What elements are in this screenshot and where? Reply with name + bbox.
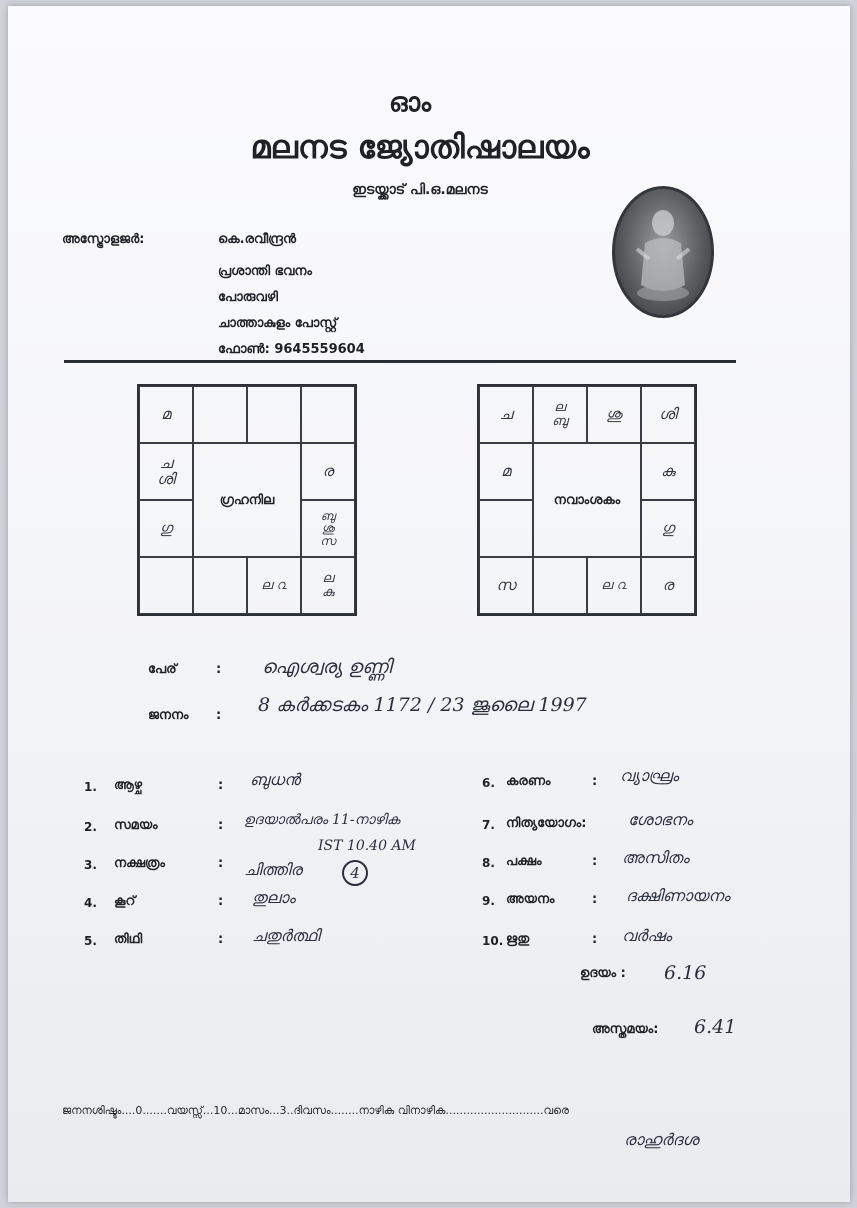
navamsakam-cell: ല ബു <box>533 386 587 443</box>
grahanila-cell <box>247 386 301 443</box>
colon: : <box>592 854 598 869</box>
colon: : <box>216 662 222 677</box>
astrologer-phone: ഫോൺ: 9645559604 <box>218 342 365 357</box>
office-address: ഇടയ്ക്കാട് പി.ഒ.മലനട <box>352 182 488 198</box>
astrologer-post: ചാത്താകുളം പോസ്റ്റ് <box>218 316 338 331</box>
detail-number: 3. <box>84 858 97 872</box>
sunrise-value: 6.16 <box>664 962 707 984</box>
grahanila-cell <box>301 386 355 443</box>
nakshatra-quarter-value: 4 <box>342 860 368 886</box>
colon: : <box>218 932 224 947</box>
navamsakam-cell: ച <box>479 386 533 443</box>
navamsakam-cell: മ <box>479 443 533 500</box>
grahanila-cell: ച ശി <box>139 443 193 500</box>
weekday-value: ബുധൻ <box>250 770 301 789</box>
time-value: ഉദയാൽപരം 11-നാഴിക <box>244 812 401 828</box>
sunset-label: അസ്തമയം: <box>592 1022 659 1037</box>
weekday-label: ആഴ്ച <box>114 778 143 793</box>
detail-number: 1. <box>84 780 97 794</box>
grahanila-cell <box>193 386 247 443</box>
grahanila-cell <box>193 557 247 614</box>
grahanila-cell: ല ൨ <box>247 557 301 614</box>
dasha-value: രാഹുർദശ <box>624 1130 699 1149</box>
karanam-value: വ്യാഘ്രം <box>620 766 679 785</box>
grahanila-cell: ഗു <box>139 500 193 557</box>
page-title: മലനട ജ്യോതിഷാലയം <box>250 128 590 166</box>
navamsakam-cell: സ <box>479 557 533 614</box>
colon: : <box>218 894 224 909</box>
grahanila-chart <box>137 384 357 616</box>
detail-number: 8. <box>482 856 495 870</box>
grahanila-cell: ല കു <box>301 557 355 614</box>
time-label: സമയം <box>114 818 158 833</box>
colon: : <box>218 778 224 793</box>
grahanila-cell: മ <box>139 386 193 443</box>
name-value: ഐശ്വര്യ ഉണ്ണി <box>262 656 392 678</box>
grahanila-label: ഗ്രഹനില <box>193 443 301 557</box>
navamsakam-cell: ര <box>641 557 695 614</box>
detail-number: 7. <box>482 818 495 832</box>
astrologer-name: കെ.രവീന്ദ്രൻ <box>218 232 296 247</box>
navamsakam-cell: ശി <box>641 386 695 443</box>
om-heading: ഓം <box>389 88 431 118</box>
nakshatra-value: ചിത്തിര <box>244 860 302 879</box>
detail-number: 9. <box>482 894 495 908</box>
detail-number: 10. <box>482 934 504 948</box>
birth-label: ജനനം <box>148 708 189 723</box>
navamsakam-cell: ഗു <box>641 500 695 557</box>
navamsakam-chart <box>477 384 697 616</box>
nakshatra-label: നക്ഷത്രം <box>114 856 165 871</box>
ayanam-label: അയനം <box>506 892 555 907</box>
colon: : <box>218 818 224 833</box>
paksham-value: അസിതം <box>622 848 690 867</box>
astrologer-label: അസ്ട്രോളജർ: <box>62 232 145 247</box>
astrologer-house: പ്രശാന്തി ഭവനം <box>218 264 312 279</box>
deity-medallion-image <box>612 186 714 318</box>
detail-number: 2. <box>84 820 97 834</box>
colon: : <box>592 932 598 947</box>
nakshatra-quarter <box>342 860 368 886</box>
navamsakam-label: നവാംശകം <box>533 443 641 557</box>
colon: : <box>592 892 598 907</box>
rasi-value: തുലാം <box>252 888 296 907</box>
grahanila-cell: ബു ശു സ <box>301 500 355 557</box>
karanam-label: കരണം <box>506 774 551 789</box>
grahanila-cell <box>139 557 193 614</box>
tithi-value: ചതുർത്ഥി <box>252 926 320 945</box>
colon: : <box>218 856 224 871</box>
navamsakam-cell <box>533 557 587 614</box>
paksham-label: പക്ഷം <box>506 854 542 869</box>
sunset-value: 6.41 <box>694 1016 737 1038</box>
rasi-label: കൂറ് <box>114 894 136 909</box>
astrologer-place: പോരുവഴി <box>218 290 278 305</box>
nithyayogam-label: നിത്യയോഗം: <box>506 816 587 831</box>
navamsakam-cell: ശു <box>587 386 641 443</box>
birth-value: 8 കർക്കടകം 1172 / 23 ജൂലൈ 1997 <box>258 694 587 716</box>
navamsakam-cell: കു <box>641 443 695 500</box>
rithu-value: വർഷം <box>622 926 672 945</box>
header-divider <box>64 360 736 363</box>
time-ist-note: IST 10.40 AM <box>318 838 416 854</box>
tithi-label: തിഥി <box>114 932 143 947</box>
grahanila-cell: ര <box>301 443 355 500</box>
detail-number: 6. <box>482 776 495 790</box>
nithyayogam-value: ശോഭനം <box>628 810 693 829</box>
detail-number: 5. <box>84 934 97 948</box>
sunrise-label: ഉദയം : <box>580 966 626 981</box>
navamsakam-cell: ല ൨ <box>587 557 641 614</box>
rithu-label: ഋതു <box>506 932 530 947</box>
ayanam-value: ദക്ഷിണായനം <box>626 886 730 905</box>
colon: : <box>592 774 598 789</box>
balance-line: ജനനശിഷ്ടം....0.......വയസ്സ്...10...മാസം...3..ദിവസം........നാഴിക വിനാഴിക............................വരെ <box>62 1104 569 1117</box>
navamsakam-cell <box>479 500 533 557</box>
name-label: പേര് <box>148 662 177 677</box>
colon: : <box>216 708 222 723</box>
detail-number: 4. <box>84 896 97 910</box>
